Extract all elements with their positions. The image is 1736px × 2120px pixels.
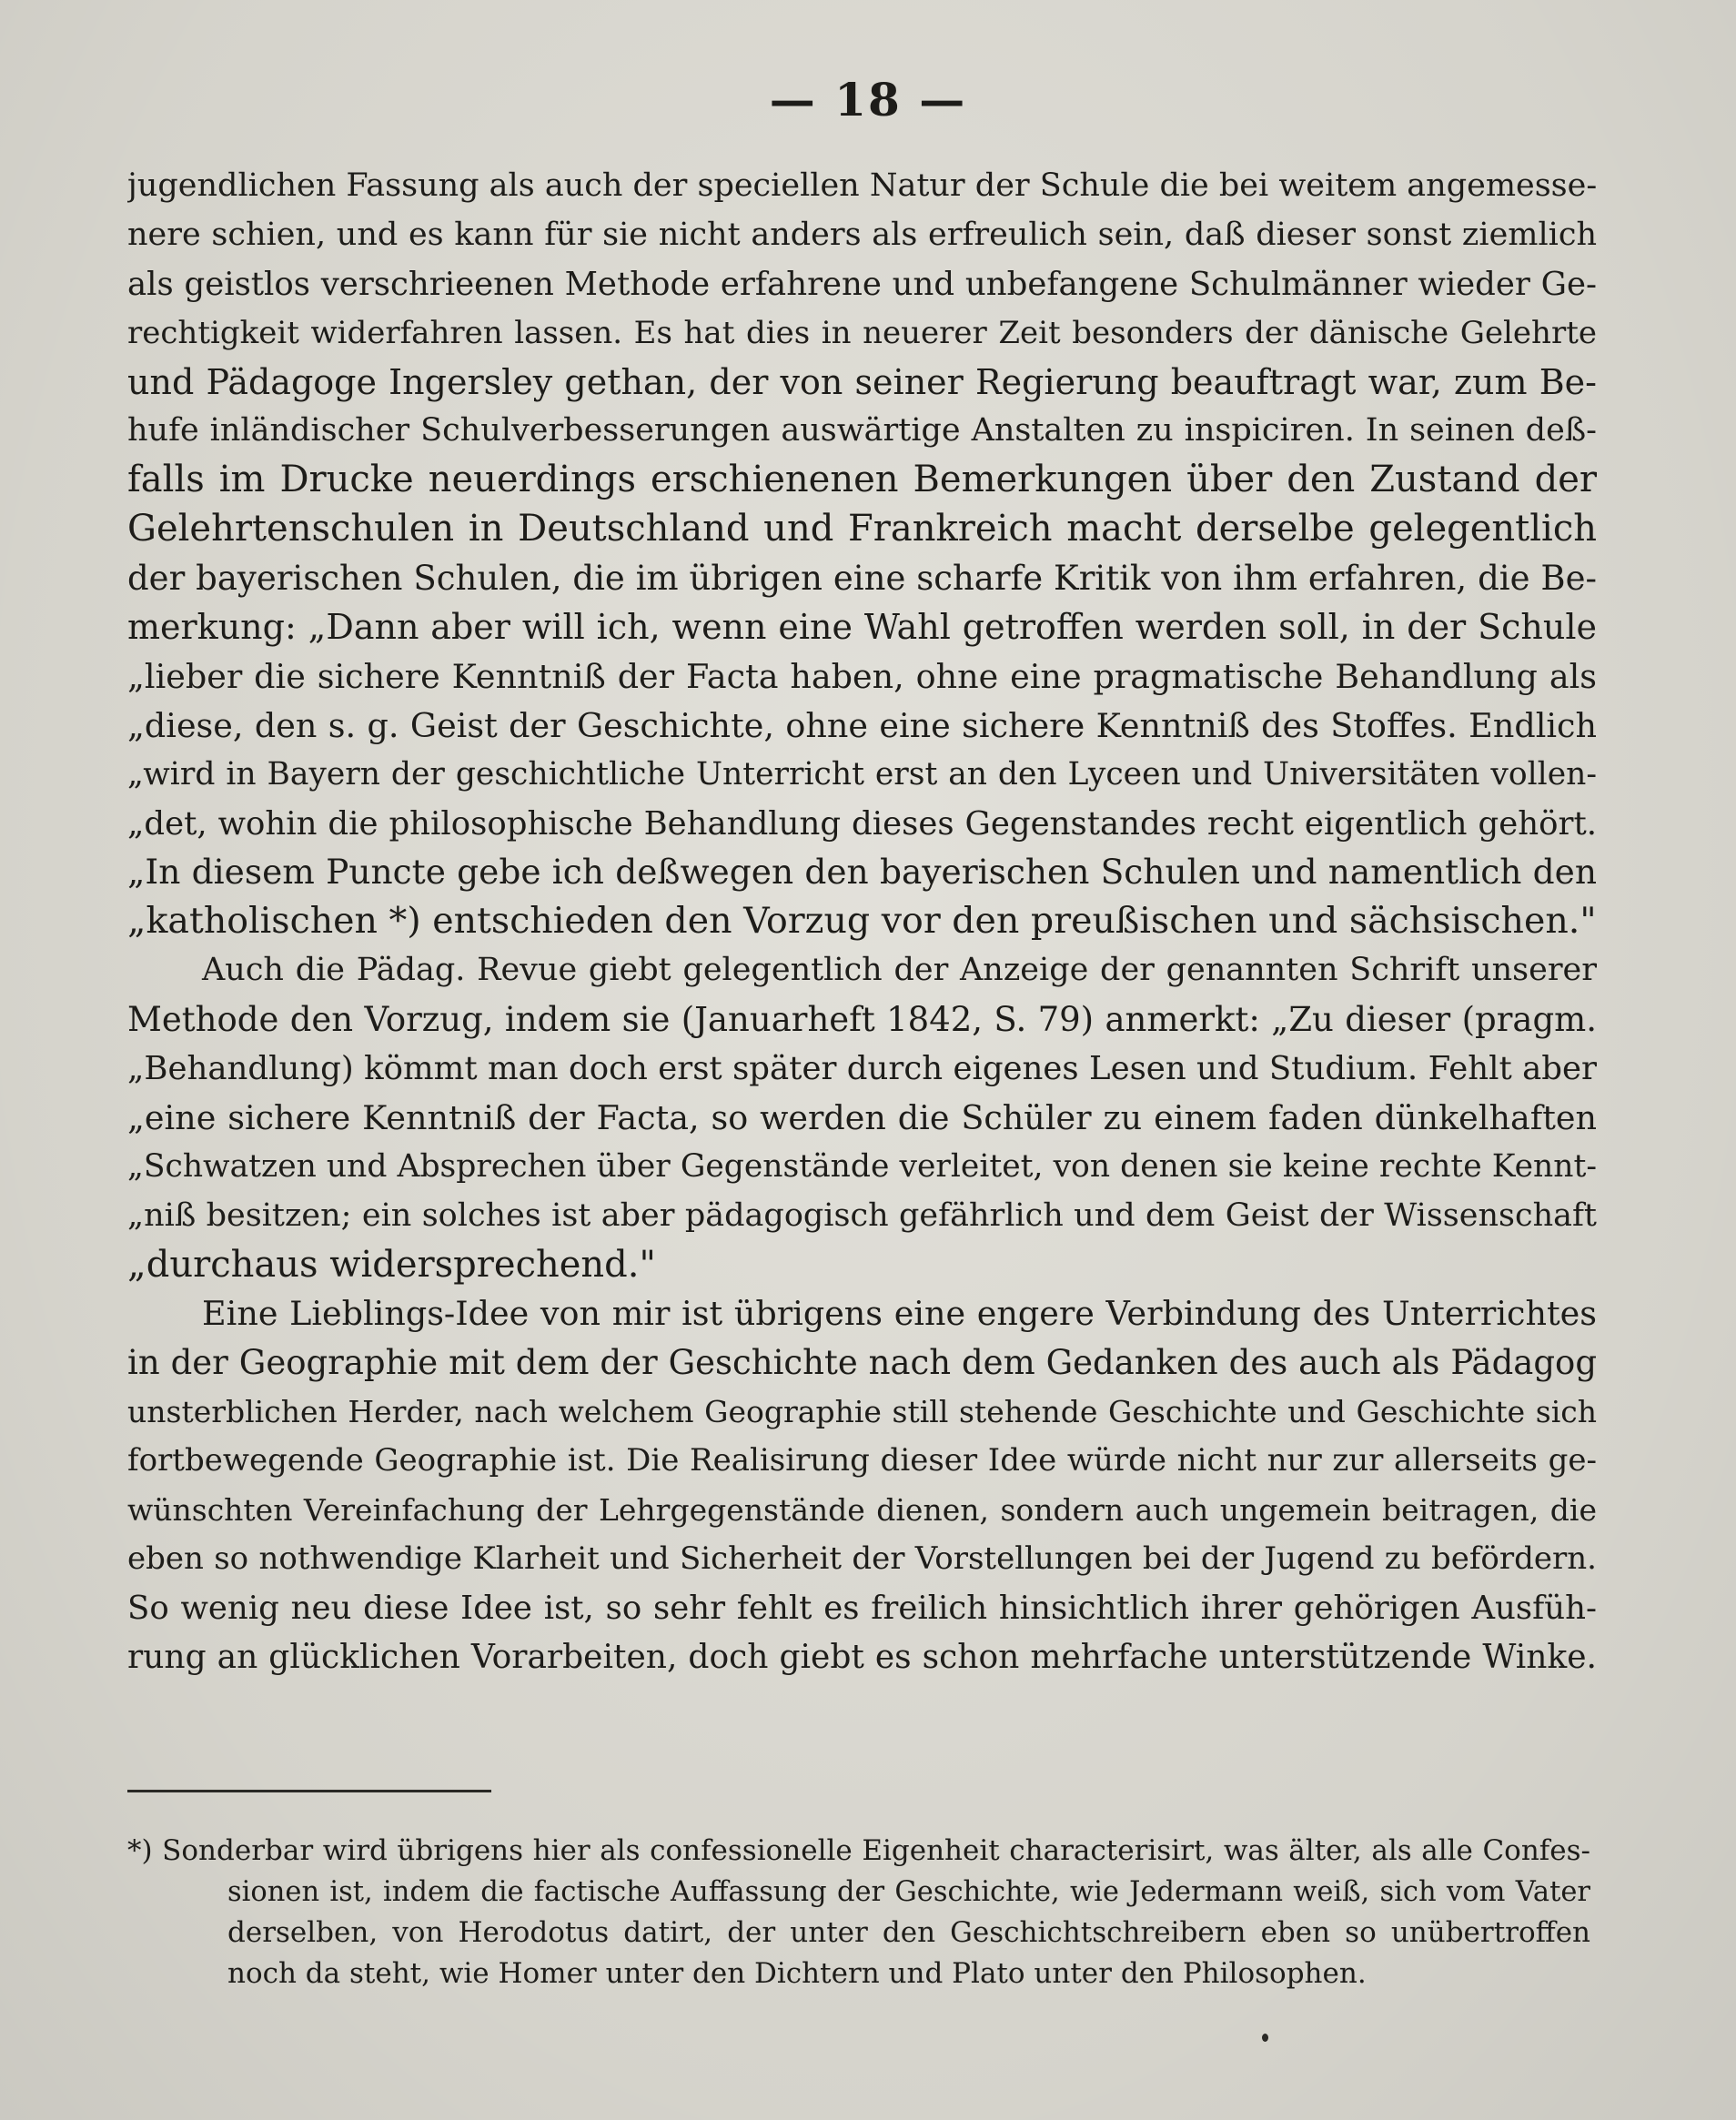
- text-line: Methode den Vorzug, indem sie (Januarheft 1842, S. 79) anmerkt: „Zu dieser (pragm.: [127, 1000, 1597, 1040]
- text-line: „lieber die sichere Kenntniß der Facta haben, ohne eine pragmatische Behandlung als: [127, 656, 1597, 696]
- footnote-line: noch da steht, wie Homer unter den Dichtern und Plato unter den Philosophen.: [227, 1957, 1367, 1990]
- text-line: in der Geographie mit dem der Geschichte nach dem Gedanken des auch als Pädagog: [127, 1343, 1597, 1383]
- text-line: „eine sichere Kenntniß der Facta, so werden die Schüler zu einem faden dünkelhaften: [127, 1097, 1597, 1137]
- text-line: „Schwatzen und Absprechen über Gegenstände verleitet, von denen sie keine rechte Kennt-: [127, 1147, 1597, 1185]
- paragraph-start-line: Eine Lieblings-Idee von mir ist übrigens eine engere Verbindung des Unterrichtes: [202, 1294, 1597, 1334]
- text-line: unsterblichen Herder, nach welchem Geographie still stehende Geschichte und Geschichte sich: [127, 1394, 1597, 1430]
- text-line: „In diesem Puncte gebe ich deßwegen den bayerischen Schulen und namentlich den: [127, 852, 1597, 893]
- text-line: jugendlichen Fassung als auch der speciellen Natur der Schule die bei weitem angemesse-: [127, 167, 1597, 204]
- paragraph-start-line: Auch die Pädag. Revue giebt gelegentlich der Anzeige der genannten Schrift unserer: [202, 952, 1597, 989]
- text-line: rechtigkeit widerfahren lassen. Es hat dies in neuerer Zeit besonders der dänische Gelehrte: [127, 314, 1597, 351]
- text-line: „diese, den s. g. Geist der Geschichte, ohne eine sichere Kenntniß des Stoffes. Endlich: [127, 705, 1597, 745]
- text-line: hufe inländischer Schulverbesserungen auswärtige Anstalten zu inspiciren. In seinen deß-: [127, 412, 1597, 449]
- footnote-line: derselben, von Herodotus datirt, der unter den Geschichtschreibern eben so unübertroffen: [227, 1916, 1590, 1949]
- text-line: falls im Drucke neuerdings erschienenen Bemerkungen über den Zustand der: [127, 459, 1597, 501]
- text-line: wünschten Vereinfachung der Lehrgegenstände dienen, sondern auch ungemein beitragen, die: [127, 1492, 1597, 1529]
- text-line: „Behandlung) kömmt man doch erst später durch eigenes Lesen und Studium. Fehlt aber: [127, 1050, 1597, 1088]
- text-line: als geistlos verschrieenen Methode erfahrene und unbefangene Schulmänner wieder Ge-: [127, 265, 1597, 303]
- text-line: fortbewegende Geographie ist. Die Realisirung dieser Idee würde nicht nur zur allerseits ge-: [127, 1442, 1597, 1479]
- text-line: nere schien, und es kann für sie nicht anders als erfreulich sein, daß dieser sonst ziemlich: [127, 216, 1597, 253]
- page-number: — 18 —: [769, 73, 967, 126]
- text-line: „det, wohin die philosophische Behandlung dieses Gegenstandes recht eigentlich gehört.: [127, 804, 1597, 843]
- footnote-line: sionen ist, indem die factische Auffassung der Geschichte, wie Jedermann weiß, sich vom Vater: [227, 1876, 1590, 1908]
- text-line: So wenig neu diese Idee ist, so sehr fehlt es freilich hinsichtlich ihrer gehörigen Ausfüh-: [127, 1589, 1597, 1627]
- text-line: „niß besitzen; ein solches ist aber pädagogisch gefährlich und dem Geist der Wissenschaft: [127, 1196, 1597, 1234]
- text-line: merkung: „Dann aber will ich, wenn eine Wahl getroffen werden soll, in der Schule: [127, 607, 1597, 648]
- text-line: Gelehrtenschulen in Deutschland und Frankreich macht derselbe gelegentlich: [127, 508, 1597, 550]
- text-line: „katholischen *) entschieden den Vorzug vor den preußischen und sächsischen.": [127, 900, 1597, 943]
- ink-speck: [1262, 2034, 1268, 2042]
- text-line: und Pädagoge Ingersley gethan, der von seiner Regierung beauftragt war, zum Be-: [127, 361, 1597, 402]
- text-line: „durchaus widersprechend.": [127, 1243, 656, 1286]
- footnote-divider: [127, 1790, 491, 1792]
- footnote: [127, 1831, 1590, 1994]
- main-text: [127, 162, 1597, 1682]
- text-line: rung an glücklichen Vorarbeiten, doch giebt es schon mehrfache unterstützende Winke.: [127, 1638, 1597, 1676]
- text-line: eben so nothwendige Klarheit und Sicherheit der Vorstellungen bei der Jugend zu befördern.: [127, 1540, 1597, 1577]
- footnote-line: *) Sonderbar wird übrigens hier als confessionelle Eigenheit characterisirt, was älter, als alle Confes-: [127, 1834, 1590, 1867]
- text-line: „wird in Bayern der geschichtliche Unterricht erst an den Lyceen und Universitäten vollen-: [127, 755, 1597, 792]
- text-line: der bayerischen Schulen, die im übrigen eine scharfe Kritik von ihm erfahren, die Be-: [127, 559, 1597, 599]
